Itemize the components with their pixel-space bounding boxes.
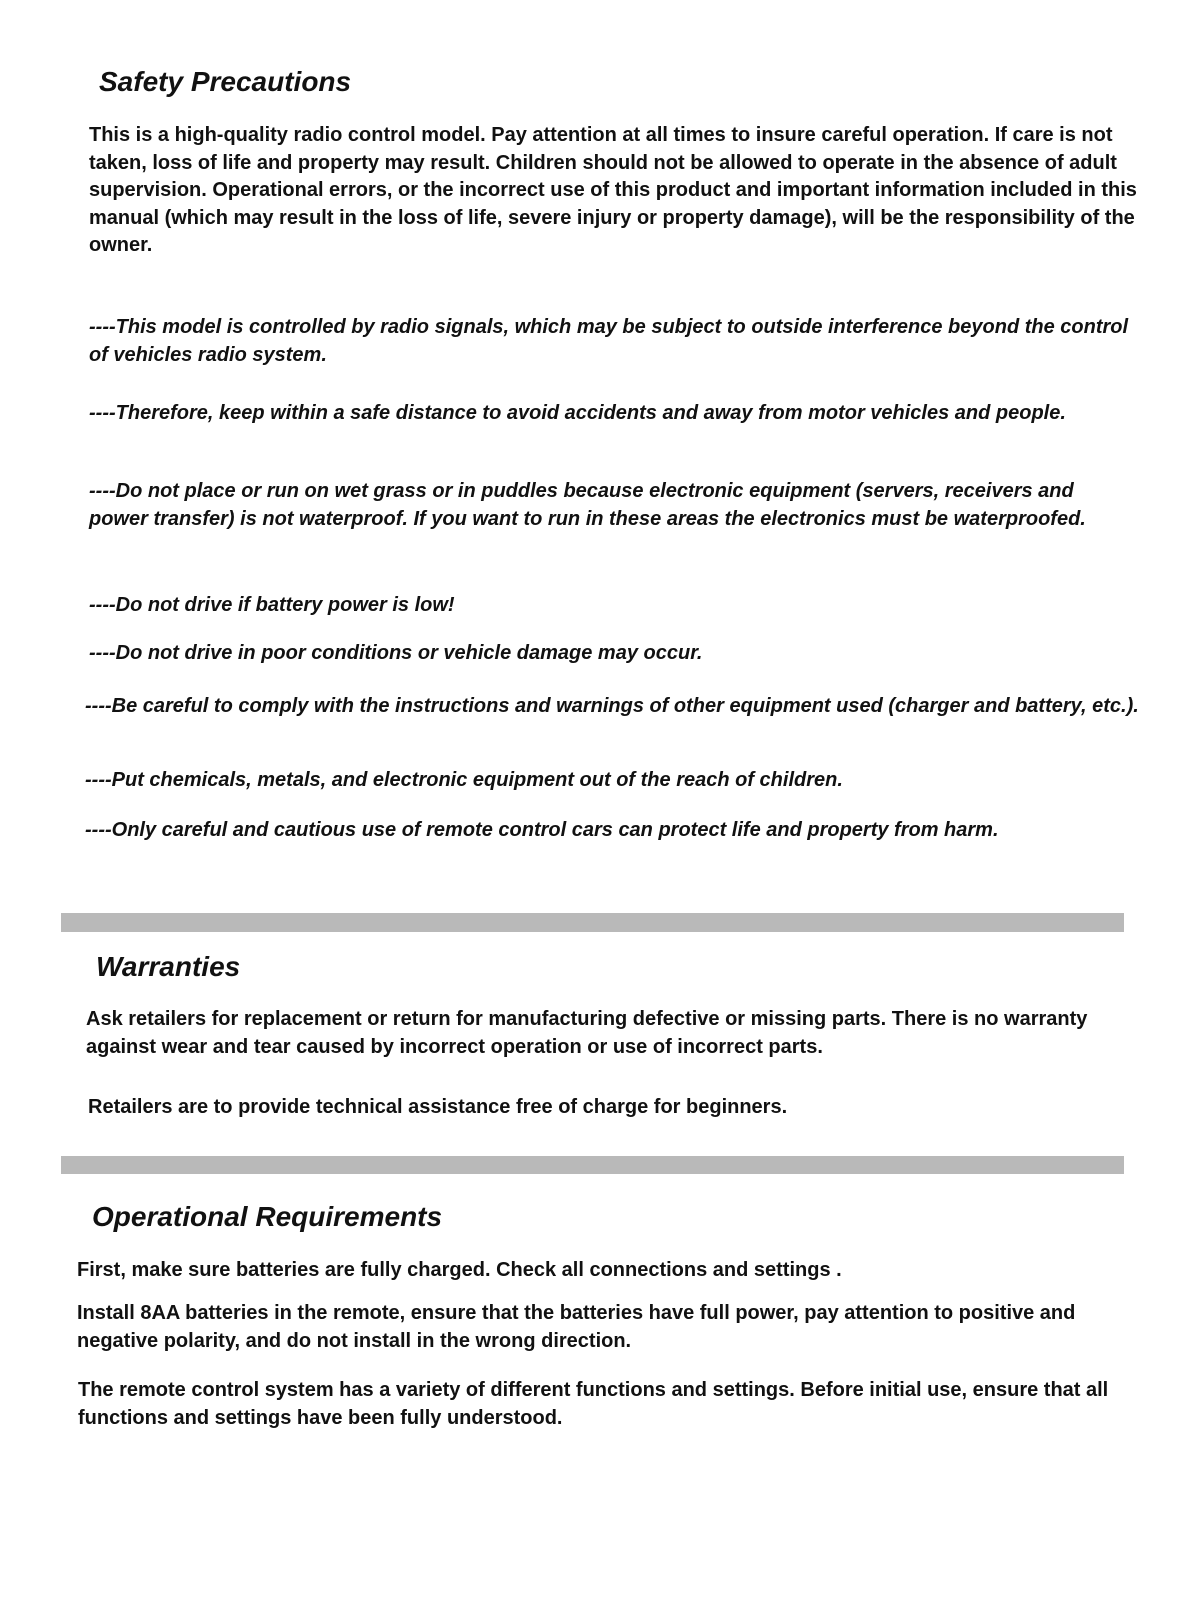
safety-item: ----Do not place or run on wet grass or in puddles because electronic equipment (servers, receivers and power transfer) is not waterproof. If you want to run in these areas the electronics must be waterproofed. — [89, 480, 1086, 530]
warranties-paragraph: Ask retailers for replacement or return for manufacturing defective or missing parts. There is no warranty against wear and tear caused by incorrect operation or use of incorrect parts. — [86, 1008, 1088, 1058]
section-divider — [61, 913, 1124, 932]
safety-item: ----Put chemicals, metals, and electronic equipment out of the reach of children. — [85, 769, 843, 791]
operational-paragraph: Install 8AA batteries in the remote, ensure that the batteries have full power, pay attention to positive and negative polarity, and do not install in the wrong direction. — [77, 1302, 1076, 1352]
safety-intro: This is a high-quality radio control model. Pay attention at all times to insure careful operation. If care is not taken, loss of life and property may result. Children should not be allowed to operate in the absence of adult supervision. Operational errors, or the incorrect use of this product and important information included in this manual (which may result in the loss of life, severe injury or property damage), will be the responsibility of the owner. — [89, 124, 1137, 256]
section-divider — [61, 1156, 1124, 1174]
operational-paragraph: First, make sure batteries are fully charged. Check all connections and settings . — [77, 1259, 842, 1281]
safety-item: ----Therefore, keep within a safe distance to avoid accidents and away from motor vehicles and people. — [89, 402, 1066, 424]
safety-item: ----Be careful to comply with the instructions and warnings of other equipment used (charger and battery, etc.). — [85, 695, 1139, 717]
operational-requirements-heading: Operational Requirements — [92, 1201, 443, 1232]
warranties-heading: Warranties — [96, 951, 241, 982]
safety-item: ----This model is controlled by radio signals, which may be subject to outside interference beyond the control of vehicles radio system. — [89, 316, 1129, 366]
operational-paragraph: The remote control system has a variety of different functions and settings. Before initial use, ensure that all functions and settings have been fully understood. — [78, 1379, 1109, 1429]
warranties-paragraph: Retailers are to provide technical assistance free of charge for beginners. — [88, 1096, 788, 1118]
safety-item: ----Do not drive if battery power is low! — [89, 594, 455, 616]
safety-item: ----Do not drive in poor conditions or vehicle damage may occur. — [89, 642, 703, 664]
safety-item: ----Only careful and cautious use of remote control cars can protect life and property from harm. — [85, 819, 999, 841]
safety-precautions-heading: Safety Precautions — [99, 66, 352, 97]
